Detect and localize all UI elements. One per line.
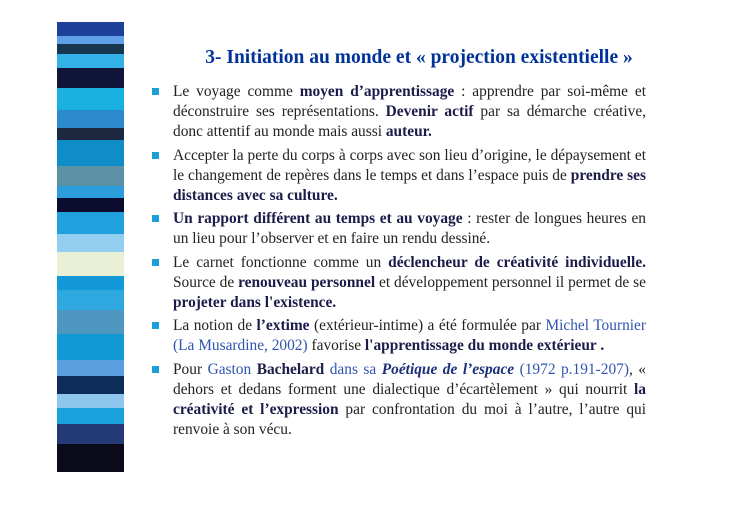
- bullet-text-segment: Gaston: [207, 360, 257, 378]
- stripe: [57, 128, 124, 140]
- stripe: [57, 88, 124, 110]
- stripe: [57, 310, 124, 334]
- stripe: [57, 394, 124, 408]
- stripe: [57, 252, 124, 276]
- bullet-text-segment: Pour: [173, 360, 208, 378]
- bullet-text-segment: Accepter la perte du corps à corps avec son lieu d’origine, le dépaysement et le changement de repères dans le temps et dans l’espace puis de: [173, 146, 646, 184]
- stripe: [57, 140, 124, 166]
- bullet-item: [152, 360, 646, 441]
- bullet-item: [152, 253, 646, 314]
- bullet-text-segment: Un rapport différent au temps et au voyage: [173, 210, 463, 228]
- bullet-text-segment: , « dehors et dedans forment une dialectique d’écartèlement » qui nourrit: [173, 360, 647, 398]
- stripe: [57, 212, 124, 234]
- bullet-text-segment: : apprendre par soi-même et déconstruire ses représentations.: [173, 83, 646, 121]
- bullet-text-segment: et développement personnel il permet de se: [375, 273, 646, 291]
- bullet-text-segment: Michel Tournier (La Musardine, 2002): [173, 317, 647, 355]
- stripe: [57, 198, 124, 212]
- stripe: [57, 276, 124, 290]
- bullet-item: [152, 209, 646, 249]
- bullet-text-segment: projeter dans l'existence.: [173, 294, 337, 312]
- bullet-square-icon: [152, 259, 159, 266]
- bullet-text-segment: : rester de longues heures en un lieu pour l’observer et en faire un rendu dessiné.: [173, 210, 646, 248]
- bullet-text-segment: par sa démarche créative, donc attentif au monde mais aussi: [173, 103, 647, 141]
- bullet-text-segment: Poétique de l’espace: [381, 360, 515, 378]
- bullet-text-segment: Devenir actif: [385, 103, 474, 121]
- stripe: [57, 44, 124, 54]
- stripe: [57, 376, 124, 394]
- stripe: [57, 424, 124, 444]
- stripe: [57, 54, 124, 68]
- bullet-item: [152, 316, 646, 356]
- bullet-text-segment: dans sa: [324, 360, 382, 378]
- bullet-text-segment: (extérieur-intime) a été formulée par: [309, 317, 546, 335]
- bullet-text-segment: Source de: [173, 273, 239, 291]
- stripe: [57, 36, 124, 44]
- bullet-text-segment: moyen d’apprentissage: [299, 83, 455, 100]
- bullet-square-icon: [152, 215, 159, 222]
- bullet-item: [152, 146, 646, 207]
- bullet-text-segment: renouveau personnel: [238, 273, 376, 291]
- stripe: [57, 186, 124, 198]
- stripe: [57, 408, 124, 424]
- bullet-text-segment: l'apprentissage du monde extérieur .: [364, 337, 605, 355]
- slide-title: 3- Initiation au monde et « projection existentielle »: [205, 47, 633, 68]
- bullet-text-segment: déclencheur de créativité individuelle.: [388, 253, 646, 271]
- stripe: [57, 334, 124, 360]
- bullet-square-icon: [152, 322, 159, 329]
- stripe: [57, 360, 124, 376]
- stripe: [57, 290, 124, 310]
- bullet-text-segment: par confrontation du moi à l’autre, l’autre qui renvoie à son vécu.: [173, 401, 646, 439]
- bullet-square-icon: [152, 152, 159, 159]
- bullet-text-segment: auteur.: [385, 123, 432, 141]
- decorative-stripe-bar: [57, 22, 124, 492]
- bullet-text-segment: Le voyage comme: [173, 83, 300, 100]
- bullet-square-icon: [152, 88, 159, 95]
- bullet-text-segment: l’extime: [256, 317, 310, 335]
- bullet-text-segment: La notion de: [173, 317, 257, 335]
- stripe: [57, 110, 124, 128]
- stripe: [57, 166, 124, 186]
- bullet-text-segment: Le carnet fonctionne comme un: [173, 253, 389, 271]
- bullet-text-segment: (1972 p.191-207): [514, 360, 629, 378]
- bullet-item: [152, 82, 646, 143]
- stripe: [57, 22, 124, 36]
- bullet-square-icon: [152, 366, 159, 373]
- bullet-text-segment: Bachelard: [256, 360, 325, 378]
- bullet-list: [152, 82, 646, 443]
- stripe: [57, 68, 124, 88]
- bullet-text-segment: favorise: [307, 337, 365, 355]
- bullet-text-segment: prendre ses distances avec sa culture.: [173, 166, 646, 205]
- bullet-text-segment: la créativité et l’expression: [173, 380, 646, 419]
- stripe: [57, 234, 124, 252]
- stripe: [57, 444, 124, 472]
